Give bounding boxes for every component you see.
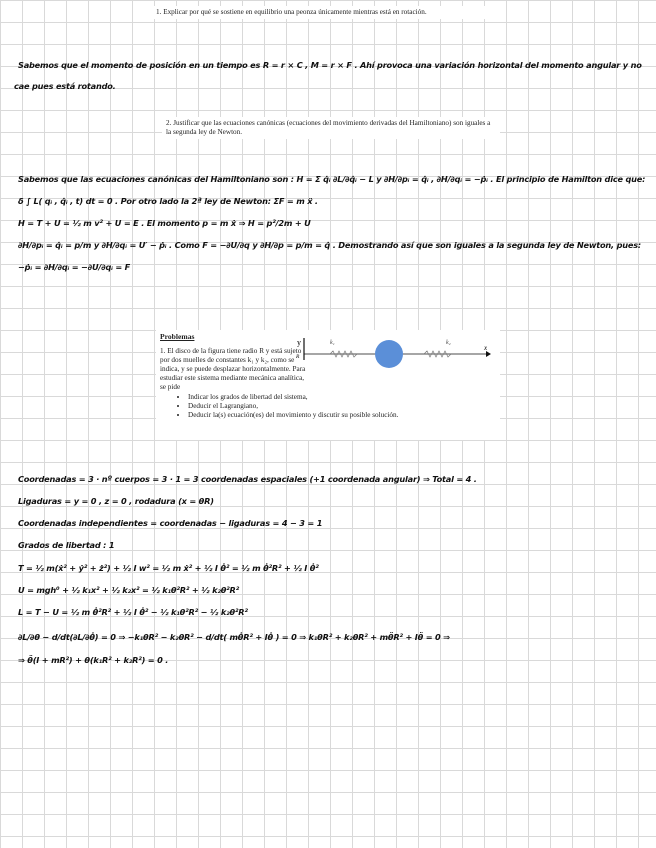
radius-label: R bbox=[296, 354, 300, 360]
spring-k2-label: k₂ bbox=[446, 340, 451, 346]
question-2-text: 2. Justificar que las ecuaciones canónicas (ecuaciones del movimiento derivadas del Hamiltoniano) son iguales a la segunda ley de Newton. bbox=[162, 117, 500, 139]
solution-line-independent-coordinates: Coordenadas independientes = coordenadas − ligaduras = 4 − 3 = 1 bbox=[18, 518, 323, 528]
problems-title: Problemas bbox=[160, 332, 195, 341]
disk bbox=[375, 340, 403, 368]
answer-2-line-2: δ ∫ L( qᵢ , q̇ᵢ , t) dt = 0 . Por otro lado la 2ª ley de Newton: ΣF = m ẍ . bbox=[18, 196, 318, 206]
solution-line-kinetic-energy: T = ½ m(ẋ² + ẏ² + ż²) + ½ I w² = ½ m ẋ² + ½ I θ̇² = ½ m θ̇²R² + ½ I θ̇² bbox=[18, 563, 319, 573]
solution-line-lagrangian: L = T − U = ½ m θ̇²R² + ½ I θ̇² − ½ k₁θ²R² − ½ k₂θ²R² bbox=[18, 607, 248, 617]
answer-2-line-3: H = T + U = ½ m v² + U = E . El momento p = m ẋ ⇒ H = p²/2m + U bbox=[18, 218, 311, 228]
problem-1-statement: 1. El disco de la figura tiene radio R y está sujeto por dos muelles de constantes k₁ y k₂, como se indica, y se puede desplazar horizontalmente. Para estudiar este sistema mediante mecánica analítica, se pide bbox=[160, 347, 306, 391]
spring-k1-label: k₁ bbox=[330, 340, 335, 346]
y-axis-label: y bbox=[297, 338, 301, 347]
x-axis-label: x bbox=[484, 344, 488, 352]
question-1-text: 1. Explicar por qué se sostiene en equilibrio una peonza únicamente mientras está en rotación. bbox=[152, 6, 500, 19]
answer-1-line-1: Sabemos que el momento de posición en un tiempo es R = r × C , M = r × F . Ahí provoca una variación horizontal del momento angular y no bbox=[18, 60, 642, 70]
solution-line-equation-of-motion: ⇒ θ̈(I + mR²) + θ(k₁R² + k₂R²) = 0 . bbox=[18, 655, 169, 665]
disk-springs-figure bbox=[296, 336, 492, 368]
problem-1-bullets bbox=[160, 393, 508, 420]
bullet-degrees-of-freedom: • Indicar los grados de libertad del sistema, bbox=[188, 393, 508, 402]
solution-line-potential-energy: U = mgh⁰ + ½ k₁x² + ½ k₂x² = ½ k₁θ²R² + ½ k₂θ²R² bbox=[18, 585, 240, 595]
solution-line-euler-lagrange: ∂L/∂θ − d/dt(∂L/∂θ̇) = 0 ⇒ −k₁θR² − k₂θR² − d/dt( mθ̇R² + Iθ̇ ) = 0 ⇒ k₁θR² + k₂θR² + mθ̈R² + Iθ̈ = 0 ⇒ bbox=[18, 632, 450, 642]
bullet-equations-of-motion: • Deducir la(s) ecuación(es) del movimiento y discutir su posible solución. bbox=[188, 411, 508, 420]
answer-2-line-1: Sabemos que las ecuaciones canónicas del Hamiltoniano son : H = Σ q̇ᵢ ∂L/∂q̇ᵢ − L y ∂H/∂pᵢ = q̇ᵢ , ∂H/∂qᵢ = −ṗᵢ . El principio de Hamilton dice que: bbox=[18, 174, 646, 184]
solution-line-coordinates: Coordenadas = 3 · nº cuerpos = 3 · 1 = 3 coordenadas espaciales (+1 coordenada angular) ⇒ Total = 4 . bbox=[18, 474, 477, 484]
answer-2-line-4: ∂H/∂pᵢ = q̇ᵢ = p/m y ∂H/∂qᵢ = U′ − ṗᵢ . Como F = −∂U/∂q y ∂H/∂p = p/m = q̇ . Demostrando así que son iguales a la segunda ley de Newton, pues: bbox=[18, 240, 641, 250]
solution-line-constraints: Ligaduras = y = 0 , z = 0 , rodadura (x = θR) bbox=[18, 496, 214, 506]
answer-2-line-5: −ṗᵢ = ∂H/∂qᵢ = −∂U/∂qᵢ = F bbox=[18, 262, 131, 272]
answer-1-line-2: cae pues está rotando. bbox=[14, 81, 116, 91]
solution-line-degrees-of-freedom: Grados de libertad : 1 bbox=[18, 540, 115, 550]
bullet-lagrangian: • Deducir el Lagrangiano, bbox=[188, 402, 508, 411]
